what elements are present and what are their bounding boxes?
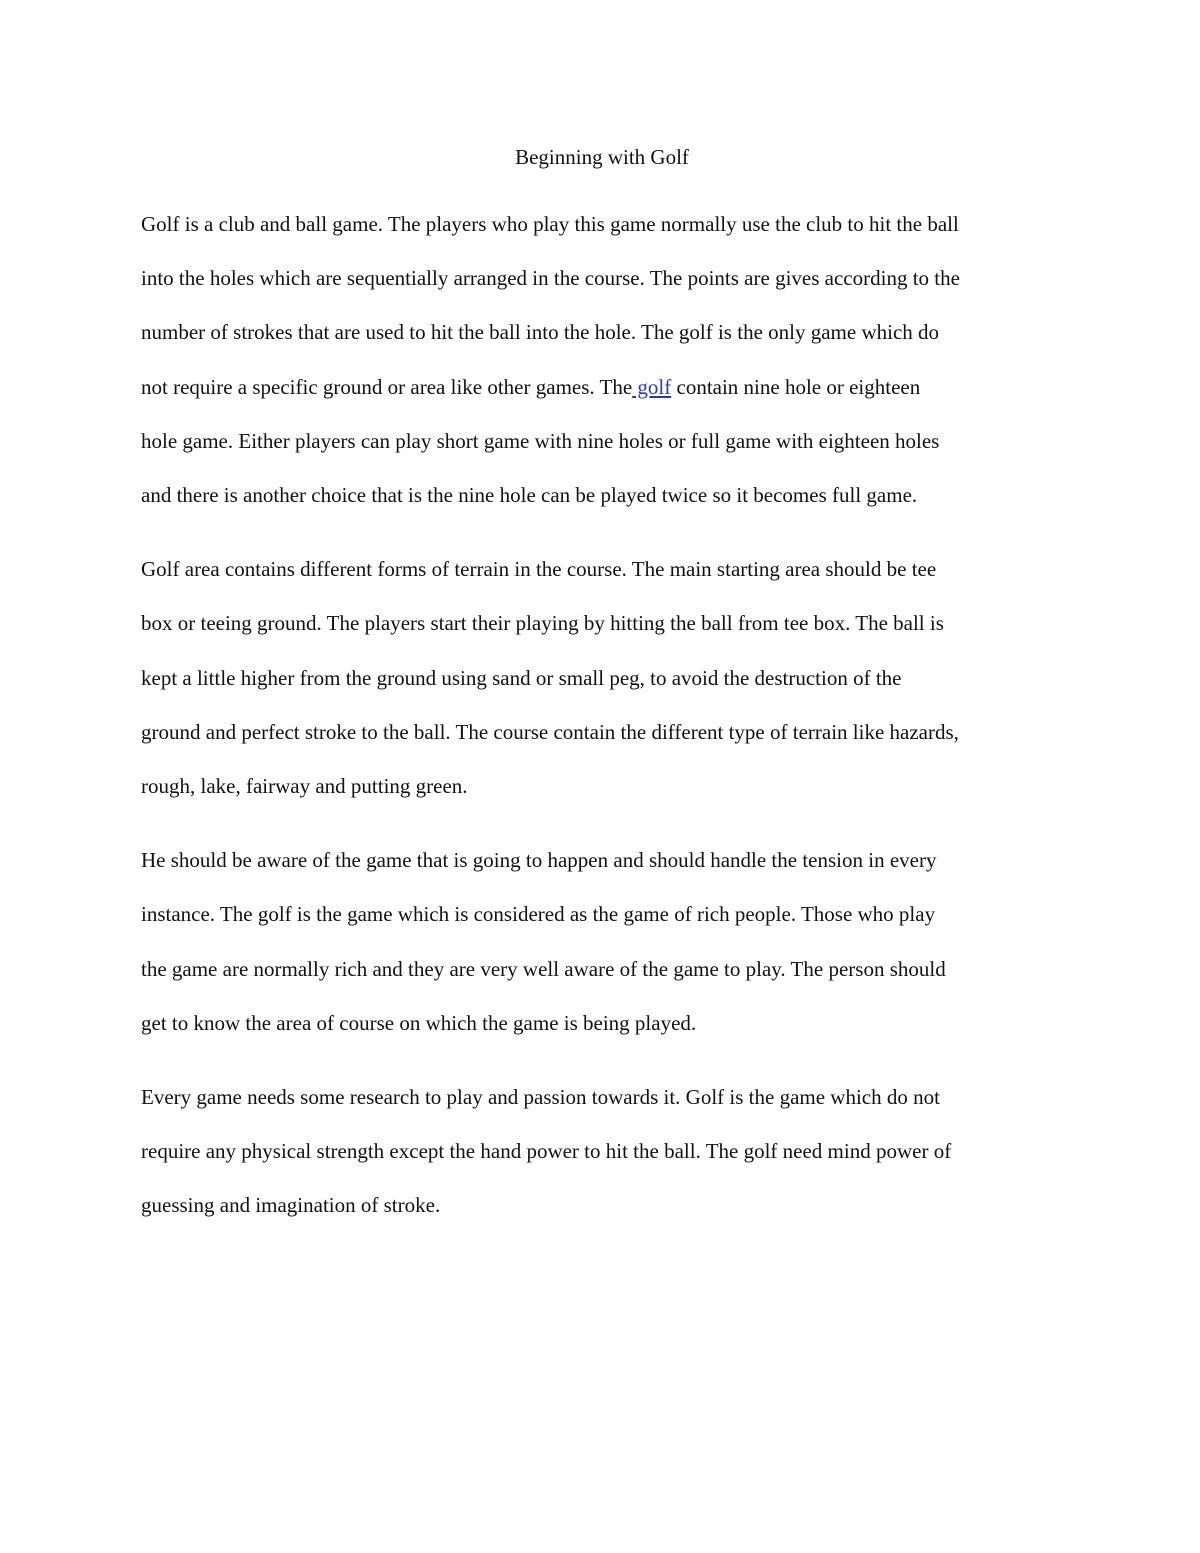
text-line: the game are normally rich and they are very well aware of the game to play. The person should [141, 956, 946, 981]
text-line: ground and perfect stroke to the ball. The course contain the different type of terrain like hazards, [141, 719, 959, 744]
text-line: instance. The golf is the game which is considered as the game of rich people. Those who play [141, 902, 936, 927]
text-line: box or teeing ground. The players start their playing by hitting the ball from tee box. The ball is [141, 611, 944, 636]
text-line: require any physical strength except the hand power to hit the ball. The golf need mind power of [141, 1139, 952, 1164]
document-title: Beginning with Golf [515, 145, 689, 169]
paragraph-1 [141, 197, 1063, 522]
golf-link[interactable]: golf [632, 374, 672, 399]
text-line: kept a little higher from the ground using sand or small peg, to avoid the destruction of the [141, 665, 902, 690]
text-line: Golf area contains different forms of terrain in the course. The main starting area should be tee [141, 557, 937, 582]
paragraph-3 [141, 833, 1063, 1050]
text-line: get to know the area of course on which the game is being played. [141, 1010, 697, 1035]
text-line: Every game needs some research to play and passion towards it. Golf is the game which do not [141, 1085, 940, 1110]
text-line: He should be aware of the game that is going to happen and should handle the tension in every [141, 848, 937, 873]
text-line: into the holes which are sequentially arranged in the course. The points are gives according to the [141, 266, 960, 291]
text-line: rough, lake, fairway and putting green. [141, 774, 468, 799]
text-line: and there is another choice that is the nine hole can be played twice so it becomes full game. [141, 483, 918, 508]
text-line: number of strokes that are used to hit the ball into the hole. The golf is the only game which do [141, 320, 940, 345]
text-line: Golf is a club and ball game. The players who play this game normally use the club to hit the ball [141, 212, 959, 236]
document-body [141, 137, 1063, 1253]
text-line-with-link [141, 360, 1063, 414]
text-line: hole game. Either players can play short game with nine holes or full game with eighteen holes [141, 428, 940, 453]
text-segment: not require a specific ground or area like other games. The [141, 374, 633, 399]
text-line: guessing and imagination of stroke. [141, 1193, 441, 1218]
paragraph-4 [141, 1070, 1063, 1233]
text-segment: contain nine hole or eighteen [671, 374, 921, 399]
paragraph-2 [141, 542, 1063, 813]
